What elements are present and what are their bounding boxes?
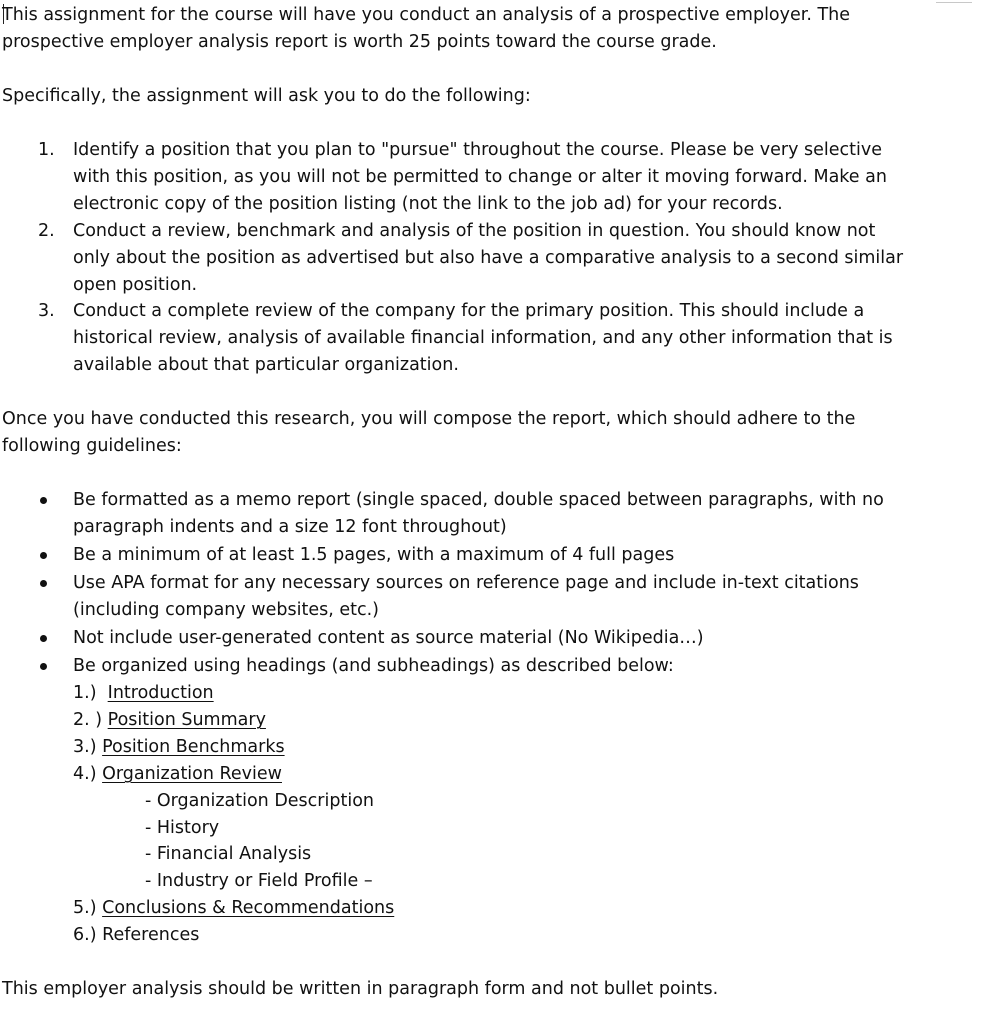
numbered-item-2-line-2: only about the position as advertised but also have a comparative analysis to a second similar bbox=[73, 248, 904, 268]
heading-prefix: 1.) bbox=[73, 683, 108, 703]
bullet-dot bbox=[40, 663, 47, 670]
once-line-2: following guidelines: bbox=[2, 436, 182, 456]
heading-prefix: 2. ) bbox=[73, 710, 108, 730]
numbered-item-1-line-3: electronic copy of the position listing (not the link to the job ad) for your records. bbox=[73, 194, 783, 214]
numbered-item-2-line-3: open position. bbox=[73, 275, 198, 295]
heading-item-4 bbox=[73, 761, 282, 788]
heading-item-2 bbox=[73, 707, 266, 734]
specifically-line: Specifically, the assignment will ask you to do the following: bbox=[2, 86, 531, 106]
heading-prefix: 3.) bbox=[73, 737, 103, 757]
heading-item-6 bbox=[73, 922, 199, 949]
bullet-item-3-line-2: (including company websites, etc.) bbox=[73, 600, 379, 620]
intro-line-2: prospective employer analysis report is worth 25 points toward the course grade. bbox=[2, 32, 717, 52]
numbered-item-1-line-1: Identify a position that you plan to "pursue" throughout the course. Please be very selective bbox=[73, 140, 883, 160]
bullet-item-4-line-1: Not include user-generated content as source material (No Wikipedia…) bbox=[73, 628, 704, 648]
bullet-dot bbox=[40, 580, 47, 587]
subheading-item-1: - Organization Description bbox=[145, 791, 374, 811]
bullet-item-1-line-2: paragraph indents and a size 12 font throughout) bbox=[73, 517, 507, 537]
heading-item-1 bbox=[73, 680, 214, 707]
heading-title: Conclusions & Recommendations bbox=[102, 898, 395, 918]
list-number-1: 1. bbox=[38, 140, 55, 160]
numbered-item-3-line-1: Conduct a complete review of the company for the primary position. This should include a bbox=[73, 301, 865, 321]
heading-title: Position Summary bbox=[107, 710, 266, 730]
bullet-item-2-line-1: Be a minimum of at least 1.5 pages, with a maximum of 4 full pages bbox=[73, 545, 675, 565]
subheading-item-2: - History bbox=[145, 818, 220, 838]
subheading-item-3: - Financial Analysis bbox=[145, 844, 312, 864]
closing-line: This employer analysis should be written in paragraph form and not bullet points. bbox=[2, 979, 719, 999]
heading-title: Position Benchmarks bbox=[102, 737, 285, 757]
heading-title: Introduction bbox=[107, 683, 214, 703]
bullet-item-3-line-1: Use APA format for any necessary sources on reference page and include in-text citations bbox=[73, 573, 859, 593]
bullet-item-5-line-1: Be organized using headings (and subheadings) as described below: bbox=[73, 656, 674, 676]
bullet-dot bbox=[40, 497, 47, 504]
numbered-item-3-line-3: available about that particular organization. bbox=[73, 355, 459, 375]
heading-prefix: 4.) bbox=[73, 764, 103, 784]
bullet-item-1-line-1: Be formatted as a memo report (single spaced, double spaced between paragraphs, with no bbox=[73, 490, 884, 510]
subheading-item-4: - Industry or Field Profile – bbox=[145, 871, 373, 891]
list-number-2: 2. bbox=[38, 221, 55, 241]
bullet-dot bbox=[40, 635, 47, 642]
heading-prefix: 5.) bbox=[73, 898, 103, 918]
heading-title: Organization Review bbox=[102, 764, 282, 784]
list-number-3: 3. bbox=[38, 301, 55, 321]
page-corner-mark bbox=[936, 0, 972, 3]
intro-line-1: This assignment for the course will have you conduct an analysis of a prospective employer. The bbox=[2, 5, 851, 25]
numbered-item-3-line-2: historical review, analysis of available financial information, and any other information that is bbox=[73, 328, 893, 348]
numbered-item-2-line-1: Conduct a review, benchmark and analysis of the position in question. You should know not bbox=[73, 221, 876, 241]
heading-item-5 bbox=[73, 895, 394, 922]
bullet-dot bbox=[40, 552, 47, 559]
heading-prefix: 6.) References bbox=[73, 925, 200, 945]
numbered-item-1-line-2: with this position, as you will not be permitted to change or alter it moving forward. Make an bbox=[73, 167, 887, 187]
once-line-1: Once you have conducted this research, you will compose the report, which should adhere to the bbox=[2, 409, 856, 429]
heading-item-3 bbox=[73, 734, 285, 761]
